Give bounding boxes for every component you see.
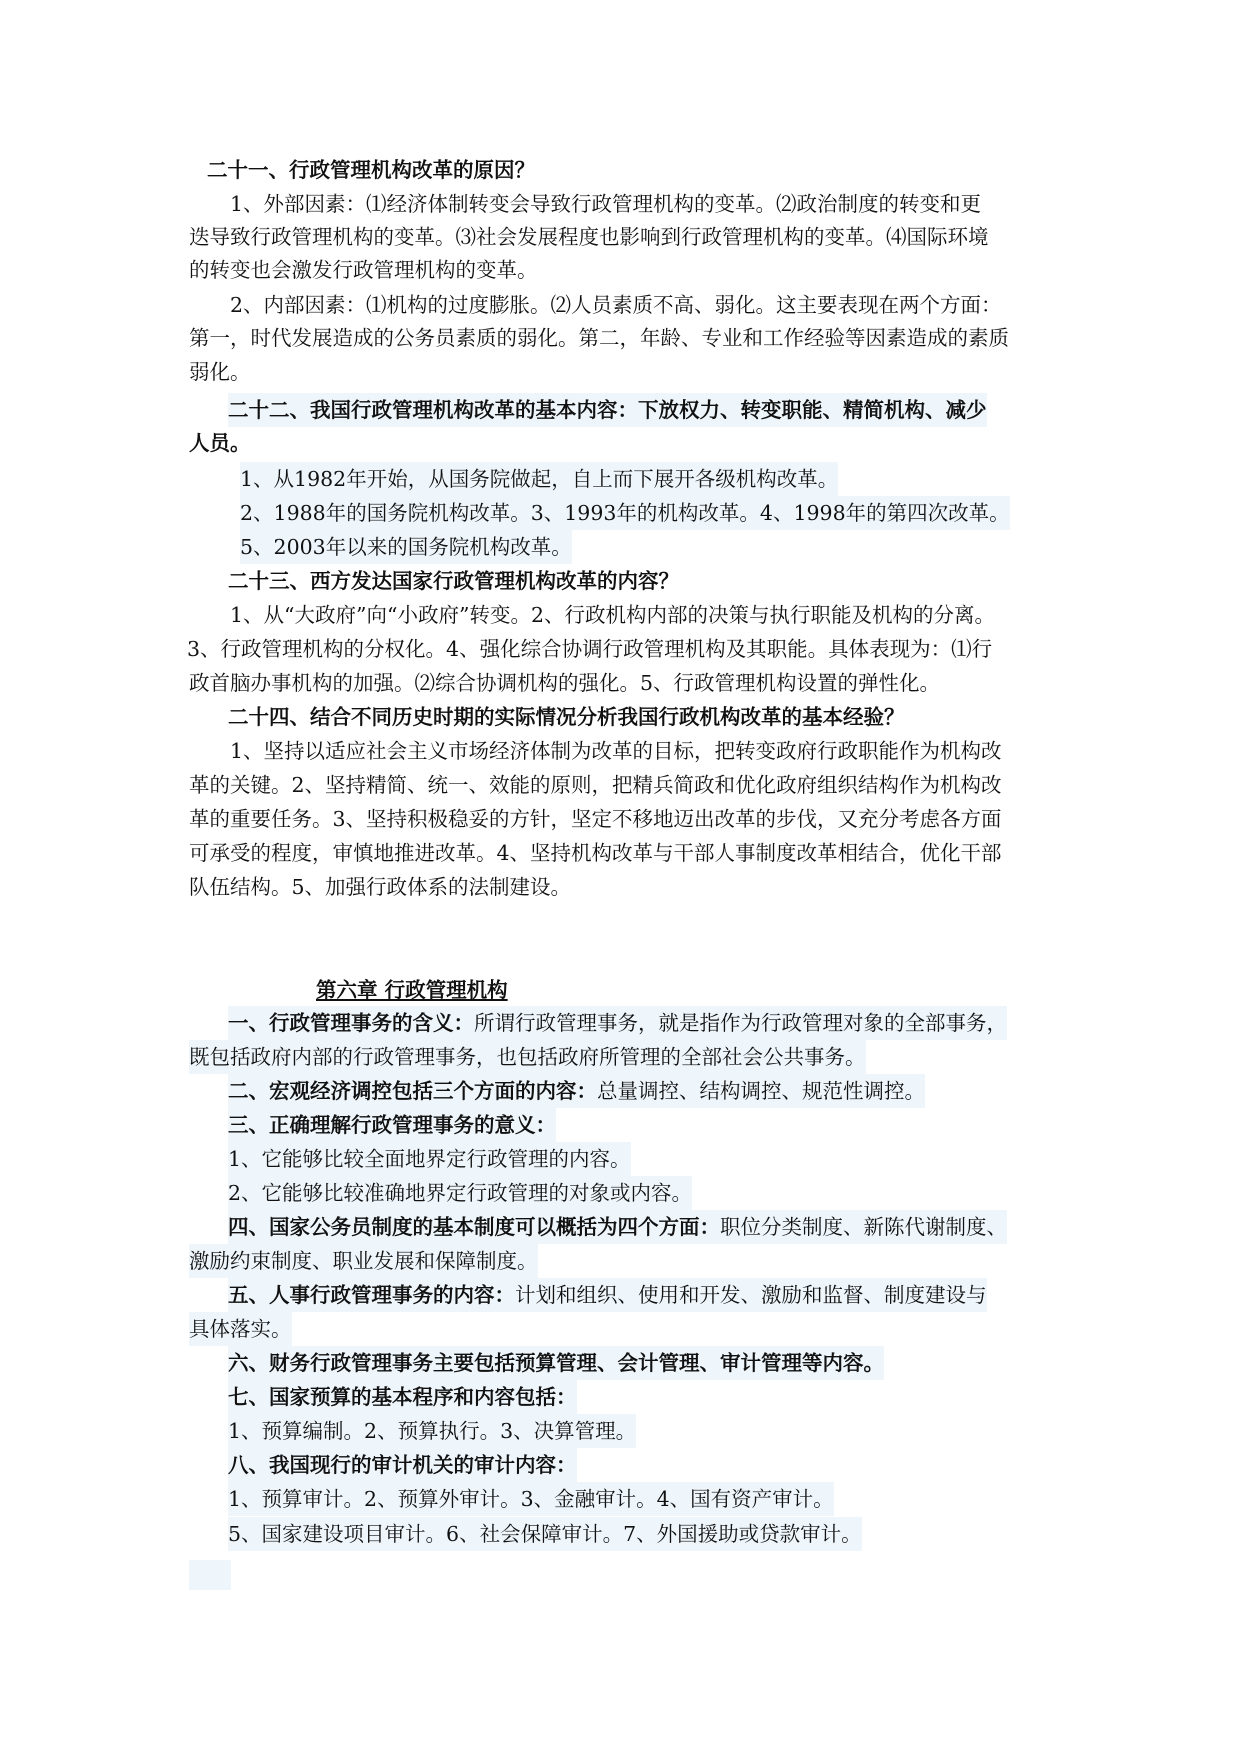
paragraph-line: 2、内部因素：⑴机构的过度膨胀。⑵人员素质不高、弱化。这主要表现在两个方面： [230,293,1002,317]
item-5-heading: 五、人事行政管理事务的内容： [228,1283,515,1307]
item-2-text: 总量调控、结构调控、规范性调控。 [597,1079,925,1103]
item-4-heading: 四、国家公务员制度的基本制度可以概括为四个方面： [228,1215,720,1239]
list-item: 2、1988年的国务院机构改革。3、1993年的机构改革。4、1998年的第四次改革。 [240,496,1010,530]
paragraph-line: 革的重要任务。3、坚持积极稳妥的方针，坚定不移地迈出改革的步伐，又充分考虑各方面 [189,807,1002,831]
item-2-heading: 二、宏观经济调控包括三个方面的内容： [228,1079,597,1103]
item-5 [228,1278,987,1312]
empty-highlight-line [189,1560,231,1590]
list-item: 5、2003年以来的国务院机构改革。 [240,530,572,564]
paragraph-line: 的转变也会激发行政管理机构的变革。 [189,258,538,282]
paragraph-line: 革的关键。2、坚持精简、统一、效能的原则，把精兵简政和优化政府组织结构作为机构改 [189,773,1002,797]
item-6: 六、财务行政管理事务主要包括预算管理、会计管理、审计管理等内容。 [228,1346,884,1380]
paragraph-line: 弱化。 [189,360,251,384]
list-item: 1、预算编制。2、预算执行。3、决算管理。 [228,1414,636,1448]
paragraph-line: 队伍结构。5、加强行政体系的法制建设。 [189,875,572,899]
item-1-text: 所谓行政管理事务，就是指作为行政管理对象的全部事务， [474,1011,1007,1035]
item-8-heading: 八、我国现行的审计机关的审计内容： [228,1448,577,1482]
item-7-heading: 七、国家预算的基本程序和内容包括： [228,1380,577,1414]
item-1-cont: 既包括政府内部的行政管理事务，也包括政府所管理的全部社会公共事务。 [189,1040,866,1074]
section-22-title: 二十二、我国行政管理机构改革的基本内容：下放权力、转变职能、精简机构、减少 [228,393,987,427]
item-5-text: 计划和组织、使用和开发、激励和监督、制度建设与 [515,1283,987,1307]
list-item: 2、它能够比较准确地界定行政管理的对象或内容。 [228,1176,692,1210]
section-22-title-cont: 人员。 [189,431,251,455]
section-23-title: 二十三、西方发达国家行政管理机构改革的内容？ [228,569,679,593]
list-item: 5、国家建设项目审计。6、社会保障审计。7、外国援助或贷款审计。 [228,1517,862,1551]
item-5-cont: 具体落实。 [189,1312,292,1346]
paragraph-line: 可承受的程度，审慎地推进改革。4、坚持机构改革与干部人事制度改革相结合，优化干部 [189,841,1002,865]
paragraph-line: 1、坚持以适应社会主义市场经济体制为改革的目标，把转变政府行政职能作为机构改 [230,739,1002,763]
chapter-title: 第六章 行政管理机构 [316,978,508,1002]
item-2 [228,1074,925,1108]
paragraph-line: 政首脑办事机构的加强。⑵综合协调机构的强化。5、行政管理机构设置的弹性化。 [189,671,941,695]
paragraph-line: 1、从“大政府”向“小政府”转变。2、行政机构内部的决策与执行职能及机构的分离。 [230,603,996,627]
list-item: 1、从1982年开始，从国务院做起，自上而下展开各级机构改革。 [240,462,838,496]
paragraph-line: 3、行政管理机构的分权化。4、强化综合协调行政管理机构及其职能。具体表现为：⑴行 [187,637,993,661]
list-item: 1、它能够比较全面地界定行政管理的内容。 [228,1142,631,1176]
section-21-title: 二十一、行政管理机构改革的原因？ [207,158,535,182]
list-item: 1、预算审计。2、预算外审计。3、金融审计。4、国有资产审计。 [228,1482,834,1516]
item-4-text: 职位分类制度、新陈代谢制度、 [720,1215,1007,1239]
item-1-heading: 一、行政管理事务的含义： [228,1011,474,1035]
item-1 [228,1006,1007,1040]
paragraph-line: 1、外部因素：⑴经济体制转变会导致行政管理机构的变革。⑵政治制度的转变和更 [230,192,982,216]
paragraph-line: 迭导致行政管理机构的变革。⑶社会发展程度也影响到行政管理机构的变革。⑷国际环境 [189,225,989,249]
section-24-title: 二十四、结合不同历史时期的实际情况分析我国行政机构改革的基本经验？ [228,705,905,729]
item-4-cont: 激励约束制度、职业发展和保障制度。 [189,1244,538,1278]
paragraph-line: 第一，时代发展造成的公务员素质的弱化。第二，年龄、专业和工作经验等因素造成的素质 [189,326,1009,350]
item-3-heading: 三、正确理解行政管理事务的意义： [228,1108,556,1142]
item-4 [228,1210,1007,1244]
